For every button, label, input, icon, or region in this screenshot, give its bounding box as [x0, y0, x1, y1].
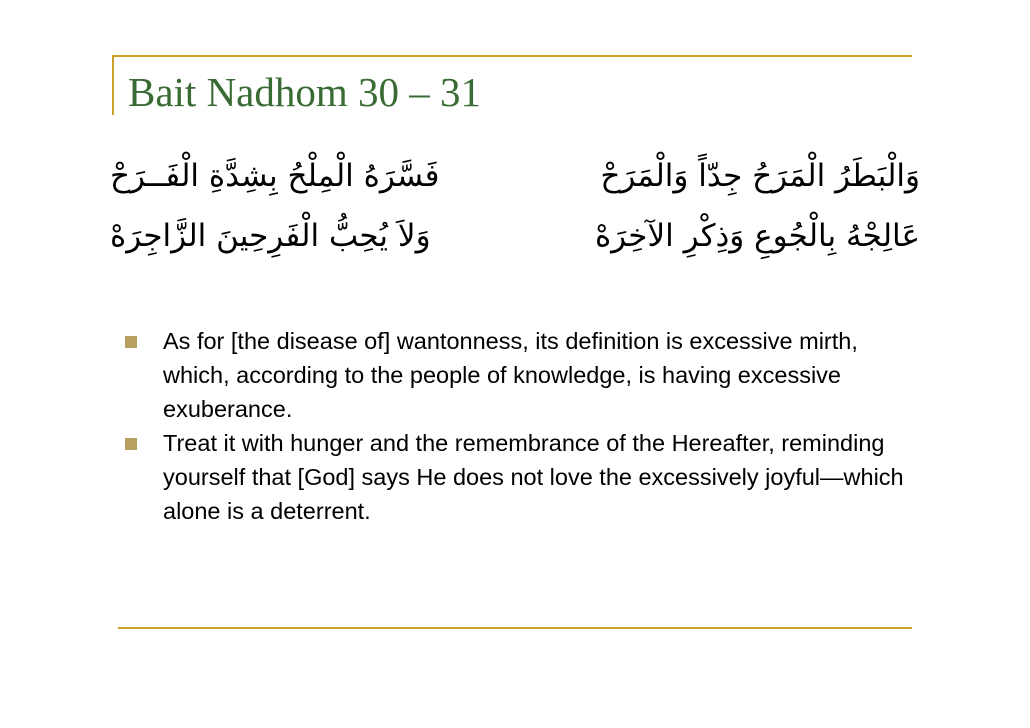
bullet-item — [125, 426, 915, 528]
bullet-item — [125, 324, 915, 426]
bottom-divider — [118, 627, 912, 629]
bullet-text: Treat it with hunger and the remembrance of the Hereafter, reminding yourself that [God] says He does not love the excessively joyful—which alone is a deterrent. — [163, 430, 904, 524]
verse-line-1 — [110, 158, 920, 194]
top-divider — [112, 55, 912, 57]
title-accent-bar — [112, 55, 114, 115]
square-bullet-icon — [125, 336, 137, 348]
verse-line-2 — [110, 218, 920, 254]
bullet-list — [125, 324, 915, 528]
bullet-text: As for [the disease of] wantonness, its definition is excessive mirth, which, according to the people of knowledge, is having excessive exuberance. — [163, 328, 858, 422]
square-bullet-icon — [125, 438, 137, 450]
slide-title: Bait Nadhom 30 – 31 — [128, 69, 482, 115]
verse-1-right-hemistich: وَالْبَطَرُ الْمَرَحُ جِدّاً وَالْمَرَحْ — [600, 158, 920, 194]
verse-2-left-hemistich: وَلاَ يُحِبُّ الْفَرِحِينَ الزَّاجِرَهْ — [110, 218, 431, 254]
verse-2-right-hemistich: عَالِجْهُ بِالْجُوعِ وَذِكْرِ الآخِرَهْ — [594, 218, 920, 254]
verse-1-left-hemistich: فَسَّرَهُ الْمِلْحُ بِشِدَّةِ الْفَــرَحْ — [110, 158, 440, 194]
